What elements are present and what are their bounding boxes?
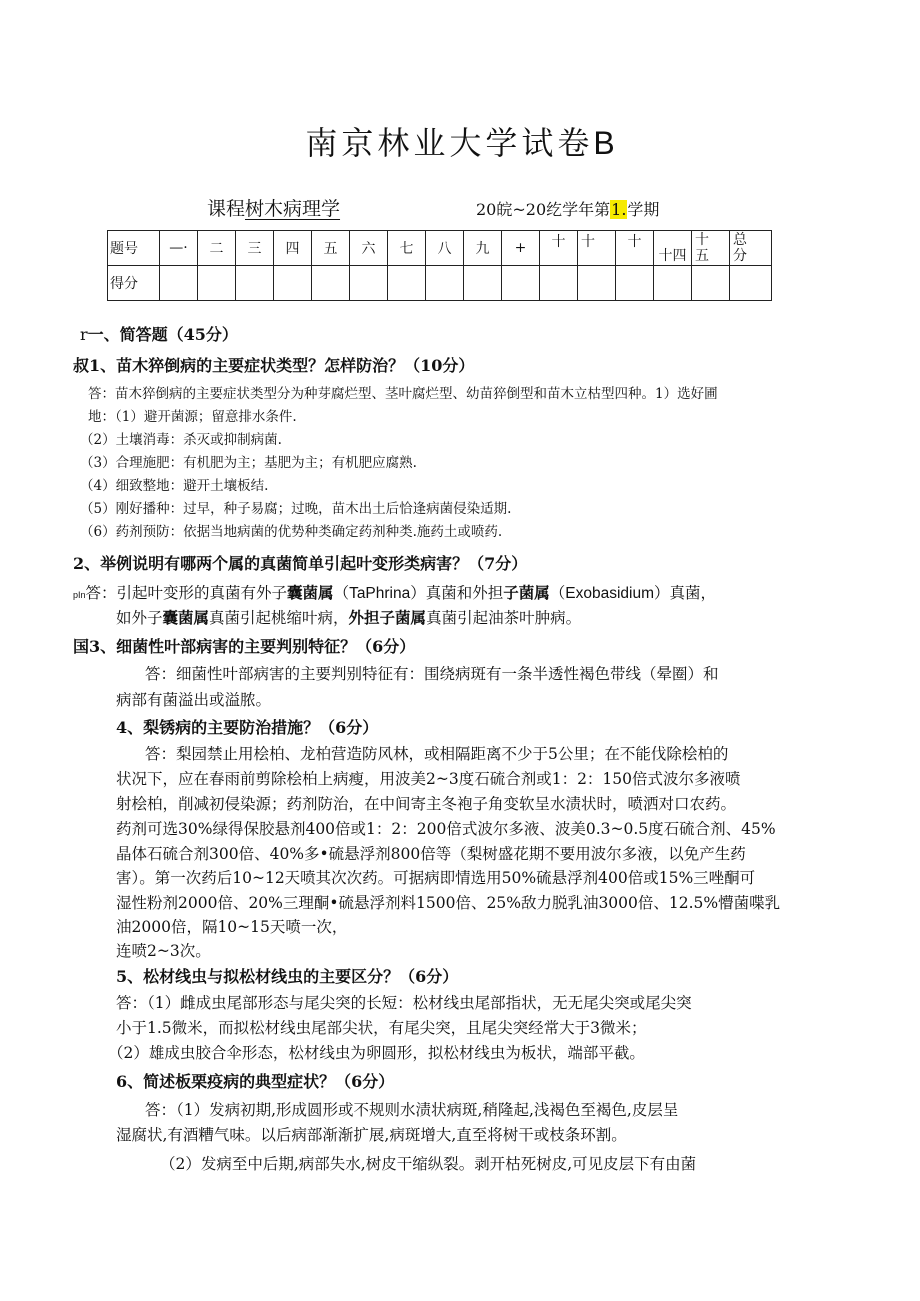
col-8: 八 bbox=[426, 231, 464, 266]
q4-answer-last: 连喷2~3次。 bbox=[116, 942, 211, 960]
q2-text: 如外子 bbox=[116, 609, 163, 627]
title-letter: B bbox=[593, 125, 615, 161]
q2-bold-term: 囊菌属 bbox=[287, 583, 334, 602]
col-15 bbox=[692, 231, 730, 266]
question-number-label: 题号 bbox=[108, 231, 160, 266]
col-4: 四 bbox=[274, 231, 312, 266]
score-table-score-row bbox=[108, 266, 772, 301]
score-cell[interactable] bbox=[426, 266, 464, 301]
title-text: 南京林业大学试卷 bbox=[305, 124, 594, 162]
course-label: 课程 bbox=[207, 198, 246, 220]
score-cell[interactable] bbox=[464, 266, 502, 301]
section-1-prefix: r bbox=[80, 325, 88, 344]
score-cell[interactable] bbox=[692, 266, 730, 301]
score-label: 得分 bbox=[108, 266, 160, 301]
col-3: 三 bbox=[236, 231, 274, 266]
col-5: 五 bbox=[312, 231, 350, 266]
q1-title: 1、苗木猝倒病的主要症状类型？怎样防治？（10分） bbox=[89, 356, 475, 375]
col-7: 七 bbox=[388, 231, 426, 266]
col-10: + bbox=[502, 231, 540, 266]
q5-answer-line-1: 答：（1）雌成虫尾部形态与尾尖突的长短：松材线虫尾部指状，无无尾尖突或尾尖突 bbox=[116, 994, 692, 1012]
col-12: 十 bbox=[578, 231, 616, 266]
q3-title: 3、细菌性叶部病害的主要判别特征？（6分） bbox=[89, 637, 416, 656]
q1-answer-line-3: （2）土壤消毒：杀灭或抑制病菌. bbox=[80, 432, 282, 448]
q2-text: （TaPhrina）真菌和外担 bbox=[333, 585, 504, 602]
q1-heading bbox=[73, 353, 474, 376]
score-cell[interactable] bbox=[350, 266, 388, 301]
q4-answer-line-3: 射桧柏，削减初侵染源；药剂防治，在中间寄主冬袍子角变软呈水渍状时，喷洒对口农药。 bbox=[116, 795, 737, 813]
semester-number: 1. bbox=[611, 200, 627, 219]
q4-answer-line-2: 状况下，应在春雨前剪除桧柏上病瘦，用波美2~3度石硫合剂或1：2：150倍式波尔多液喷 bbox=[116, 770, 741, 788]
section-1-heading bbox=[80, 322, 238, 345]
q4-answer-line-6: 害）。第一次药后10~12天喷其次次药。可据病即情选用50%硫悬浮剂400倍或15%三唑酮可 bbox=[116, 869, 756, 887]
col-9: 九 bbox=[464, 231, 502, 266]
col-15-top: 十 bbox=[695, 232, 709, 248]
academic-year bbox=[476, 197, 659, 220]
q2-bold-term: 子菌属 bbox=[503, 583, 550, 602]
q6-answer-line-3: （2）发病至中后期,病部失水,树皮干缩纵裂。剥开枯死树皮,可见皮层下有由菌 bbox=[160, 1155, 697, 1173]
q5-answer-line-2: 小于1.5微米，而拟松材线虫尾部尖状，有尾尖突，且尾尖突经常大于3微米； bbox=[116, 1019, 647, 1037]
q4-answer-line-7: 湿性粉剂2000倍、20%三理酮•硫悬浮剂料1500倍、25%敌力脱乳油3000倍、12.5%懵菌喋乳 bbox=[116, 894, 781, 912]
q2-text: （Exobasidium）真菌， bbox=[549, 585, 717, 602]
q3-answer-line-1: 答：细菌性叶部病害的主要判别特征有：围绕病斑有一条半透性褐色带线（晕圈）和 bbox=[145, 665, 719, 683]
col-11: 十 bbox=[540, 231, 578, 266]
q1-prefix: 叔 bbox=[73, 356, 90, 375]
score-cell[interactable] bbox=[616, 266, 654, 301]
q1-answer-line-5: （4）细致整地：避开土壤板结. bbox=[80, 478, 269, 494]
score-cell[interactable] bbox=[312, 266, 350, 301]
q2-text: 真菌引起油茶叶肿病。 bbox=[426, 609, 582, 627]
col-15-bottom: 五 bbox=[695, 248, 709, 264]
total-bottom: 分 bbox=[733, 248, 747, 264]
course-name: 树木病理学 bbox=[245, 198, 341, 220]
score-cell[interactable] bbox=[198, 266, 236, 301]
section-1-title: 一、简答题（45分） bbox=[87, 325, 238, 344]
q2-bold-term: 囊菌属 bbox=[162, 608, 210, 627]
q2-text: 真菌引起桃缩叶病， bbox=[209, 609, 349, 627]
q2-bold-term: 外担子菌属 bbox=[348, 608, 427, 627]
score-cell[interactable] bbox=[730, 266, 772, 301]
q6-heading: 6、简述板栗疫病的典型症状？（6分） bbox=[116, 1072, 395, 1091]
q1-answer-line-6: （5）刚好播种：过早，种子易腐；过晚，苗木出土后恰逢病菌侵染适期. bbox=[80, 501, 512, 517]
q6-answer-line-2: 湿腐状,有酒糟气味。以后病部渐渐扩展,病斑增大,直至将树干或枝条环割。 bbox=[116, 1126, 627, 1144]
q5-answer-line-3: （2）雄成虫胶合伞形态，松材线虫为卵圆形，拟松材线虫为板状，端部平截。 bbox=[108, 1044, 645, 1062]
q3-heading bbox=[73, 634, 415, 657]
semester-suffix: 学期 bbox=[627, 200, 660, 219]
col-14: 十四 bbox=[654, 231, 692, 266]
q4-answer-line-4: 药剂可选30%绿得保胶悬剂400倍或1：2：200倍式波尔多液、波美0.3~0.5度石硫合剂、45% bbox=[116, 820, 776, 838]
score-cell[interactable] bbox=[578, 266, 616, 301]
q2-answer-line-1 bbox=[73, 580, 716, 608]
score-cell[interactable] bbox=[502, 266, 540, 301]
q5-heading: 5、松材线虫与拟松材线虫的主要区分？（6分） bbox=[116, 967, 459, 986]
q2-text: 答 bbox=[85, 584, 102, 602]
q2-text: ：引起叶变形的真菌有外子 bbox=[101, 584, 288, 602]
q4-heading: 4、梨锈病的主要防治措施？（6分） bbox=[116, 718, 379, 737]
q3-answer-line-2: 病部有菌溢出或溢脓。 bbox=[116, 691, 272, 709]
q1-answer-line-1: 答：苗木猝倒病的主要症状类型分为种芽腐烂型、茎叶腐烂型、幼苗猝倒型和苗木立枯型四种。1）选好圃 bbox=[88, 386, 718, 402]
score-cell[interactable] bbox=[236, 266, 274, 301]
q2-heading: 2、举例说明有哪两个属的真菌简单引起叶变形类病害？（7分） bbox=[73, 554, 528, 573]
score-cell[interactable] bbox=[540, 266, 578, 301]
col-13: 十 bbox=[616, 231, 654, 266]
score-cell[interactable] bbox=[654, 266, 692, 301]
q4-answer-line-8: 油2000倍，隔10~15天喷一次， bbox=[116, 918, 348, 936]
score-cell[interactable] bbox=[388, 266, 426, 301]
total-top: 总 bbox=[733, 232, 747, 248]
col-2: 二 bbox=[198, 231, 236, 266]
year-text: 20皖~20纥学年第 bbox=[476, 200, 611, 219]
col-6: 六 bbox=[350, 231, 388, 266]
q4-answer-line-1: 答：梨园禁止用桧柏、龙柏营造防风林，或相隔距离不少于5公里；在不能伐除桧柏的 bbox=[145, 745, 729, 763]
col-1: —· bbox=[160, 231, 198, 266]
q1-answer-line-4: （3）合理施肥：有机肥为主；基肥为主；有机肥应腐熟. bbox=[80, 455, 417, 471]
q3-prefix: 国 bbox=[73, 637, 90, 656]
q4-answer-line-5: 晶体石硫合剂300倍、40%多•硫悬浮剂800倍等（梨树盛花期不要用波尔多液，以免产生药 bbox=[116, 845, 746, 863]
score-cell[interactable] bbox=[160, 266, 198, 301]
q2-answer-line-2 bbox=[116, 605, 581, 631]
q2-margin-mark: pIn bbox=[73, 590, 86, 600]
q6-answer-line-1: 答：（1）发病初期,形成圆形或不规则水渍状病斑,稍隆起,浅褐色至褐色,皮层呈 bbox=[145, 1101, 679, 1119]
score-table bbox=[107, 230, 772, 301]
score-table-header-row bbox=[108, 231, 772, 266]
course-line bbox=[207, 194, 340, 221]
q1-answer-line-2: 地：（1）避开菌源；留意排水条件. bbox=[88, 409, 297, 425]
q1-answer-line-7: （6）药剂预防：依据当地病菌的优势种类确定药剂种类.施药土或喷药. bbox=[80, 524, 503, 540]
exam-title bbox=[0, 118, 920, 164]
col-total bbox=[730, 231, 772, 266]
score-cell[interactable] bbox=[274, 266, 312, 301]
